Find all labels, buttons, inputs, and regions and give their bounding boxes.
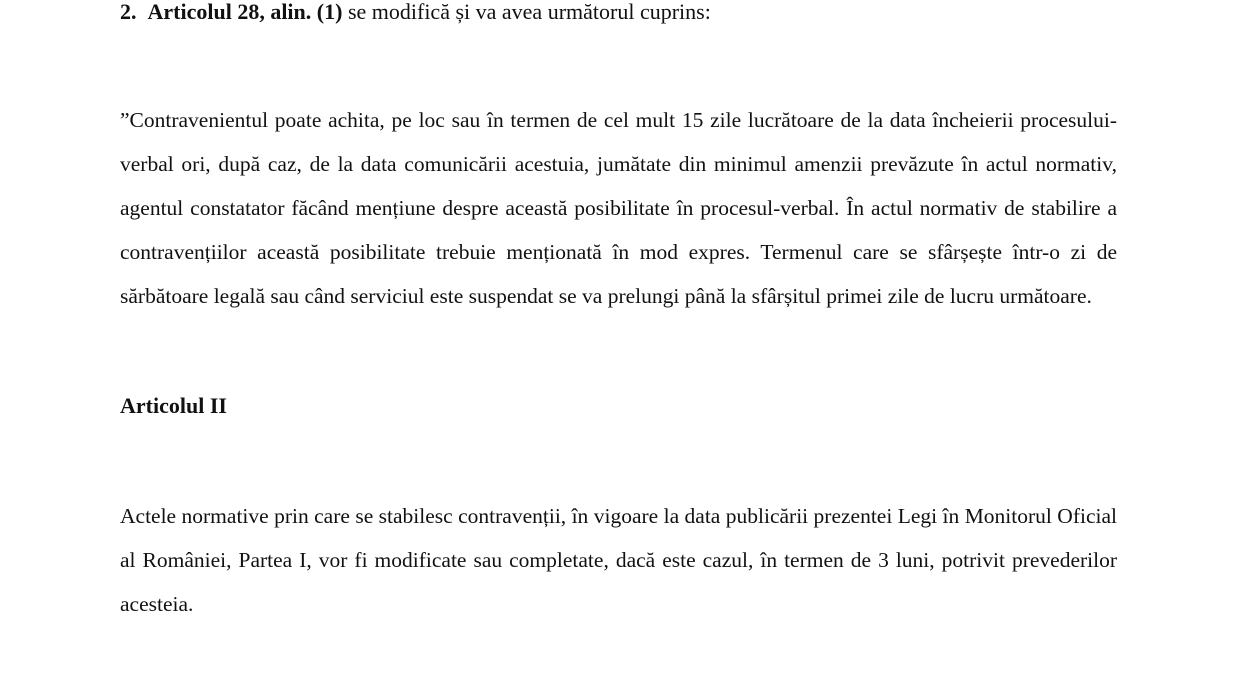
- article-reference: Articolul 28, alin. (1): [147, 0, 343, 24]
- amendment-intro-text: se modifică și va avea următorul cuprins:: [347, 0, 711, 24]
- quoted-amended-paragraph: ”Contravenientul poate achita, pe loc sau în termen de cel mult 15 zile lucrătoare de la data încheierii procesului-verbal ori, după caz, de la data comunicării acestuia, jumătate din minimul amenzii prevăzute în actul normativ, agentul constatator făcând mențiune despre această posibilitate în procesul-verbal. În actul normativ de stabilire a contravențiilor această posibilitate trebuie menționată în mod expres. Termenul care se sfârșește într-o zi de sărbătoare legală sau când serviciul este suspendat se va prelungi până la sfârșitul primei zile de lucru următoare.: [120, 107, 1117, 308]
- amendment-heading: [120, 0, 711, 30]
- amendment-number: 2.: [120, 0, 137, 24]
- article-ii-title: Articolul II: [120, 393, 227, 418]
- article-ii-body: Actele normative prin care se stabilesc contravenții, în vigoare la data publicării prezentei Legi în Monitorul Oficial al României, Partea I, vor fi modificate sau completate, dacă este cazul, în termen de 3 luni, potrivit prevederilor acesteia.: [120, 503, 1117, 616]
